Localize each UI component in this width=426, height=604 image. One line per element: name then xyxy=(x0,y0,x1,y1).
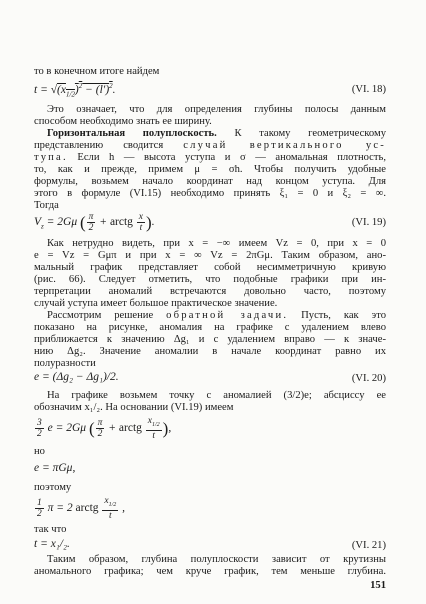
text-line: На графике возьмем точку с аномалией (3/2)e; абсциссу ее xyxy=(47,390,386,401)
text-line: показано на рисунке, аномалия на графике с удалением влево xyxy=(34,322,386,333)
equation-number: (VI. 20) xyxy=(351,373,386,384)
text-line: e = Vz = Gμπ и при x = ∞ Vz = 2πGμ. Таким образом, ано- xyxy=(34,250,386,261)
text-line: тупа. Если h — высота уступа и σ — аномальная плотность, xyxy=(34,152,386,163)
equation-vi18: $t = √(x_{1/2})^2 - (l')^2$. (VI. 18) xyxy=(34,82,386,99)
text-line: аномального графика; чем круче график, тем меньше глубина. xyxy=(34,566,386,577)
text-line: Таким образом, глубина полуплоскости зависит от крутизны xyxy=(47,554,386,565)
text-line: формулы, возьмем начало координат над концом уступа. Для xyxy=(34,176,386,187)
equation-half-e: $\frac{3}{2}$ e = 2Gμ ( $\frac{\pi}{2}$ + arctg $\frac{x_{1/2}}{t}$ ), xyxy=(37,416,172,441)
section-heading-line: Горизонтальная полуплоскость. К такому геометрическому xyxy=(47,128,386,139)
equation-e-pi: e = πGμ, xyxy=(34,462,76,474)
text-line: Рассмотрим решение обратной задачи. Пусть, как это xyxy=(47,310,386,321)
equation-vi20: e = (Δg₂ − Δg₁)/2. (VI. 20) xyxy=(34,371,386,384)
text-line: поэтому xyxy=(34,482,72,493)
text-line: представлению сводится случай вертикального ус- xyxy=(34,140,387,151)
text-line: Тогда xyxy=(34,200,59,211)
text-line: полуразности xyxy=(34,358,96,369)
text-line: нию Δg₂. Значение аномалии в начале координат равно их xyxy=(34,346,386,357)
text-line: приближается к значению Δg₁ и с удалением вправо — к значе- xyxy=(34,334,386,345)
text-line: Это означает, что для определения глубины полосы данным xyxy=(47,104,386,115)
section-heading: Горизонтальная полуплоскость. xyxy=(47,128,217,139)
equation-vi19: $V_z = 2G\mu$ ( $\frac{\pi}{2}$ + arctg $\frac{x}{t}$ ). (VI. 19) xyxy=(34,212,386,233)
text-line: Как нетрудно видеть, при x = −∞ имеем Vz = 0, при x = 0 xyxy=(47,238,386,249)
text-line: то, как и прежде, примем μ = σh. Чтобы получить удобные xyxy=(34,164,386,175)
equation-number: (VI. 21) xyxy=(351,540,386,551)
text-line: то в конечном итоге найдем xyxy=(34,66,160,77)
text-line: мальный график представляет собой несимметричную кривую xyxy=(34,262,386,273)
text-line: случай уступа имеет большое практическое значение. xyxy=(34,298,278,309)
text-line: но xyxy=(34,446,45,457)
text-line: терпретации аномалий встречаются довольно часто, поэтому xyxy=(34,286,386,297)
page-number: 151 xyxy=(370,580,386,591)
equation-vi21: t = x₁/₂. (VI. 21) xyxy=(34,538,386,551)
equation-arctg: $\frac{1}{2}$ π = 2 arctg $\frac{x_{1/2}}{t}$ , xyxy=(37,496,126,521)
text-line: (рис. 66). Следует отметить, что подобные графики при ин- xyxy=(34,274,386,285)
text-line: способом необходимо знать ее ширину. xyxy=(34,116,212,127)
text-line: этого в формуле (VI.15) необходимо принять ξ₁ = 0 и ξ₂ = ∞. xyxy=(34,188,386,199)
equation-number: (VI. 19) xyxy=(351,217,386,228)
text-line: так что xyxy=(34,524,67,535)
equation-number: (VI. 18) xyxy=(351,84,386,95)
text-line: обозначим x₁/₂. На основании (VI.19) имеем xyxy=(34,402,234,413)
